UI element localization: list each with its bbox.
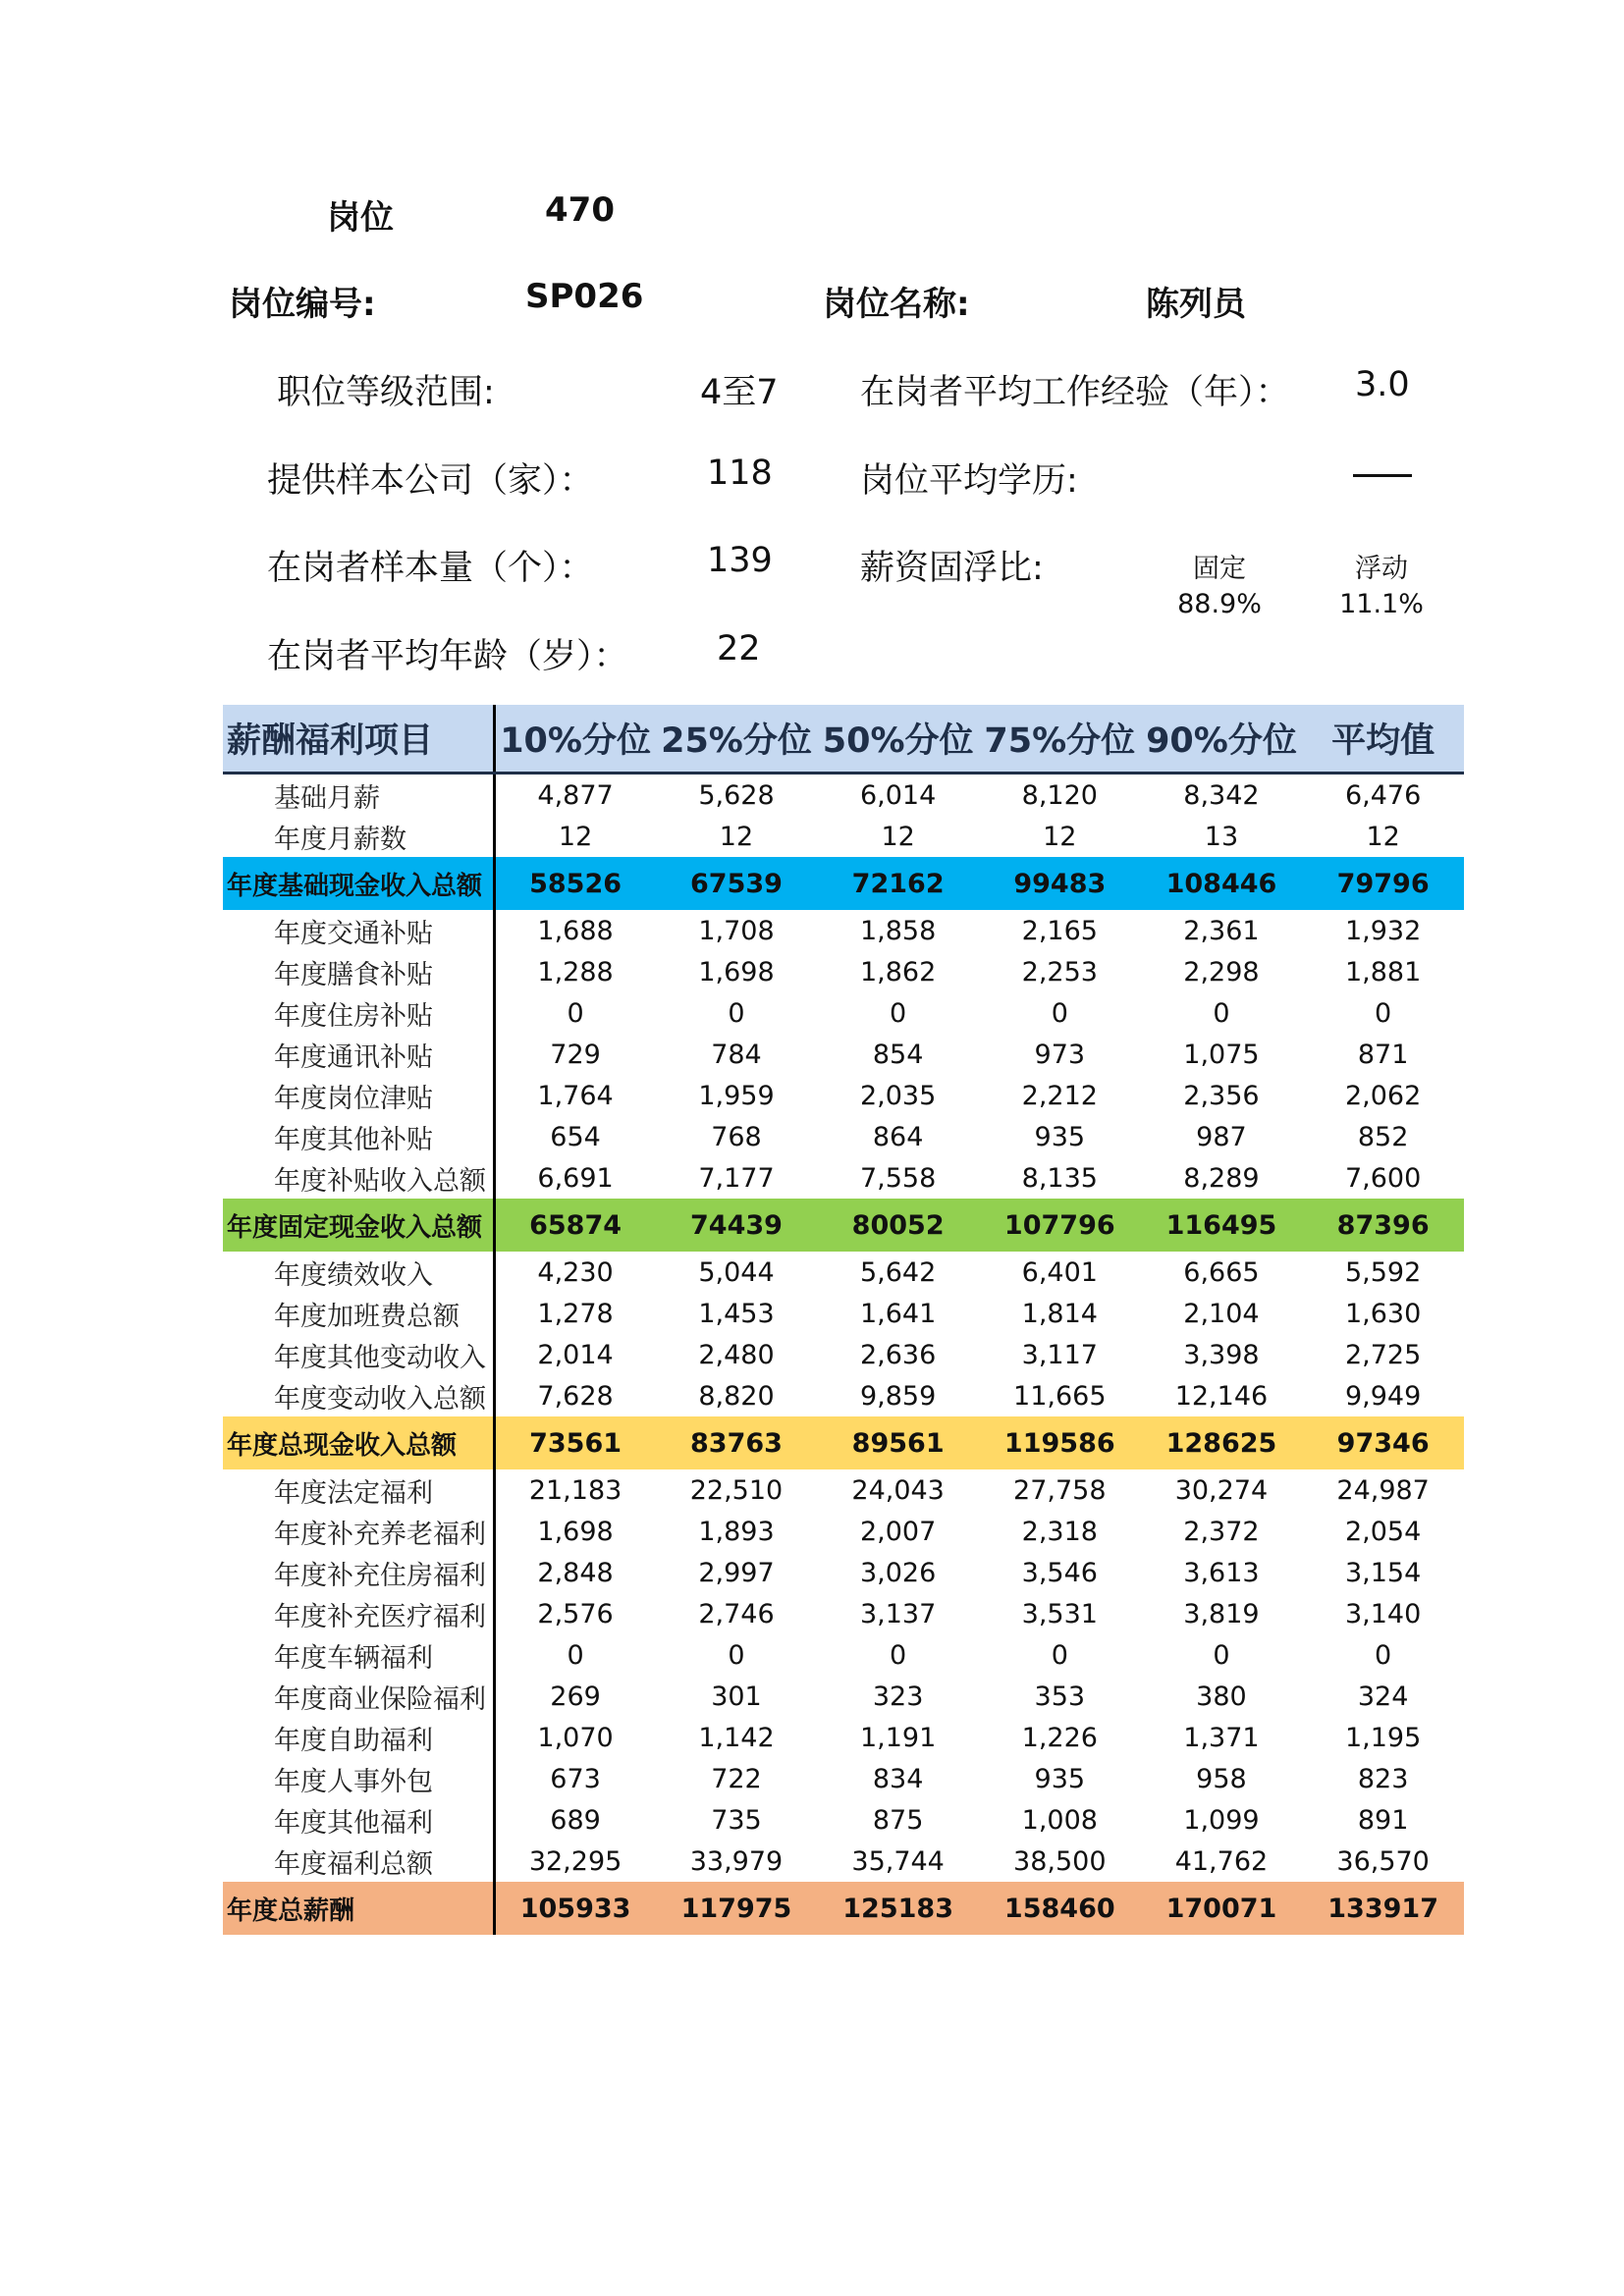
value-cell: 1,698 <box>537 1516 614 1547</box>
sample-size-value: 139 <box>707 541 773 580</box>
position-label: 岗位 <box>327 198 394 238</box>
avg-experience-value: 3.0 <box>1355 365 1410 404</box>
value-cell: 2,576 <box>537 1598 614 1629</box>
value-cell: 8,820 <box>698 1380 775 1412</box>
value-cell: 1,195 <box>1344 1722 1422 1753</box>
value-cell: 4,230 <box>537 1256 614 1288</box>
value-cell: 0 <box>1051 1639 1068 1671</box>
value-cell: 871 <box>1357 1039 1409 1070</box>
value-cell: 1,008 <box>1021 1804 1098 1836</box>
value-cell: 8,342 <box>1183 779 1260 811</box>
value-cell: 3,398 <box>1183 1339 1260 1370</box>
value-cell: 823 <box>1357 1763 1409 1794</box>
row-label: 年度总薪酬 <box>223 1882 494 1935</box>
value-cell: 1,764 <box>537 1080 614 1111</box>
value-cell: 2,253 <box>1021 956 1098 988</box>
value-cell: 1,371 <box>1183 1722 1260 1753</box>
row-label: 年度其他福利 <box>223 1799 494 1841</box>
value-cell: 301 <box>711 1681 762 1712</box>
value-cell: 65874 <box>494 1199 656 1252</box>
value-cell: 0 <box>728 997 745 1029</box>
value-cell: 2,997 <box>698 1557 775 1588</box>
value-cell: 9,949 <box>1344 1380 1422 1412</box>
value-cell: 1,688 <box>537 915 614 946</box>
value-cell: 1,278 <box>537 1298 614 1329</box>
value-cell: 935 <box>1034 1121 1086 1152</box>
row-label: 年度固定现金收入总额 <box>223 1199 494 1252</box>
value-cell: 7,628 <box>537 1380 614 1412</box>
value-cell: 74439 <box>656 1199 818 1252</box>
avg-experience-label: 在岗者平均工作经验（年）： <box>860 373 1290 412</box>
row-label: 年度其他变动收入 <box>223 1334 494 1375</box>
value-cell: 99483 <box>979 857 1141 910</box>
value-cell: 117975 <box>656 1882 818 1935</box>
value-cell: 1,698 <box>698 956 775 988</box>
row-label: 年度法定福利 <box>223 1469 494 1511</box>
value-cell: 2,725 <box>1344 1339 1422 1370</box>
value-cell: 41,762 <box>1174 1845 1269 1877</box>
sample-companies-label: 提供样本公司（家）： <box>267 461 594 501</box>
value-cell: 87396 <box>1302 1199 1464 1252</box>
value-cell: 5,592 <box>1344 1256 1422 1288</box>
value-cell: 3,531 <box>1021 1598 1098 1629</box>
row-label: 年度补充养老福利 <box>223 1511 494 1552</box>
row-label: 年度人事外包 <box>223 1758 494 1799</box>
row-label: 年度加班费总额 <box>223 1293 494 1334</box>
table-row <box>223 1841 1464 1882</box>
value-cell: 1,932 <box>1344 915 1422 946</box>
value-cell: 3,546 <box>1021 1557 1098 1588</box>
value-cell: 32,295 <box>528 1845 623 1877</box>
value-cell: 673 <box>550 1763 601 1794</box>
value-cell: 73561 <box>494 1416 656 1469</box>
value-cell: 1,191 <box>859 1722 937 1753</box>
value-cell: 3,026 <box>859 1557 937 1588</box>
value-cell: 125183 <box>817 1882 979 1935</box>
value-cell: 353 <box>1034 1681 1086 1712</box>
position-code-label: 岗位编号: <box>229 285 376 324</box>
value-cell: 0 <box>567 1639 584 1671</box>
fixed-value: 88.9% <box>1177 589 1262 619</box>
subtotal-row <box>223 857 1464 910</box>
value-cell: 12,146 <box>1174 1380 1269 1412</box>
value-cell: 935 <box>1034 1763 1086 1794</box>
value-cell: 72162 <box>817 857 979 910</box>
table-row <box>223 1116 1464 1157</box>
row-label: 年度变动收入总额 <box>223 1375 494 1416</box>
row-label: 年度通讯补贴 <box>223 1034 494 1075</box>
value-cell: 6,665 <box>1183 1256 1260 1288</box>
value-cell: 2,746 <box>698 1598 775 1629</box>
avg-age-value: 22 <box>717 629 761 668</box>
table-row <box>223 1157 1464 1199</box>
value-cell: 654 <box>550 1121 601 1152</box>
value-cell: 2,035 <box>859 1080 937 1111</box>
fixed-label: 固定 <box>1193 554 1246 584</box>
value-cell: 1,641 <box>859 1298 937 1329</box>
value-cell: 2,014 <box>537 1339 614 1370</box>
value-cell: 722 <box>711 1763 762 1794</box>
value-cell: 0 <box>1051 997 1068 1029</box>
table-row <box>223 1469 1464 1511</box>
value-cell: 2,356 <box>1183 1080 1260 1111</box>
value-cell: 1,881 <box>1344 956 1422 988</box>
column-header-percentile: 90%分位 <box>1141 705 1303 774</box>
value-cell: 5,044 <box>698 1256 775 1288</box>
value-cell: 7,177 <box>698 1162 775 1194</box>
value-cell: 768 <box>711 1121 762 1152</box>
value-cell: 13 <box>1204 821 1239 852</box>
value-cell: 875 <box>872 1804 924 1836</box>
row-label: 年度住房补贴 <box>223 992 494 1034</box>
row-label: 年度福利总额 <box>223 1841 494 1882</box>
value-cell: 1,814 <box>1021 1298 1098 1329</box>
value-cell: 8,289 <box>1183 1162 1260 1194</box>
grade-range-label: 职位等级范围: <box>277 373 495 412</box>
value-cell: 5,642 <box>859 1256 937 1288</box>
value-cell: 33,979 <box>689 1845 784 1877</box>
value-cell: 1,959 <box>698 1080 775 1111</box>
value-cell: 107796 <box>979 1199 1141 1252</box>
table-row <box>223 1552 1464 1593</box>
table-row <box>223 816 1464 857</box>
value-cell: 97346 <box>1302 1416 1464 1469</box>
row-label: 年度膳食补贴 <box>223 951 494 992</box>
value-cell: 158460 <box>979 1882 1141 1935</box>
table-row <box>223 1717 1464 1758</box>
value-cell: 8,135 <box>1021 1162 1098 1194</box>
value-cell: 4,877 <box>537 779 614 811</box>
value-cell: 784 <box>711 1039 762 1070</box>
table-row <box>223 1593 1464 1634</box>
value-cell: 1,142 <box>698 1722 775 1753</box>
row-label: 年度商业保险福利 <box>223 1676 494 1717</box>
value-cell: 7,558 <box>859 1162 937 1194</box>
value-cell: 0 <box>728 1639 745 1671</box>
value-cell: 116495 <box>1141 1199 1303 1252</box>
subtotal-row <box>223 1199 1464 1252</box>
row-label: 年度补充医疗福利 <box>223 1593 494 1634</box>
value-cell: 38,500 <box>1013 1845 1107 1877</box>
value-cell: 67539 <box>656 857 818 910</box>
value-cell: 3,819 <box>1183 1598 1260 1629</box>
value-cell: 80052 <box>817 1199 979 1252</box>
position-name-value: 陈列员 <box>1146 285 1246 324</box>
value-cell: 689 <box>550 1804 601 1836</box>
value-cell: 105933 <box>494 1882 656 1935</box>
table-row <box>223 992 1464 1034</box>
value-cell: 79796 <box>1302 857 1464 910</box>
value-cell: 2,212 <box>1021 1080 1098 1111</box>
value-cell: 324 <box>1357 1681 1409 1712</box>
table-row <box>223 1252 1464 1293</box>
value-cell: 9,859 <box>859 1380 937 1412</box>
column-header-item: 薪酬福利项目 <box>223 705 494 774</box>
position-value: 470 <box>545 190 615 230</box>
float-label: 浮动 <box>1355 554 1408 584</box>
value-cell: 170071 <box>1141 1882 1303 1935</box>
value-cell: 24,043 <box>851 1474 945 1506</box>
subtotal-row <box>223 1416 1464 1469</box>
value-cell: 1,858 <box>859 915 937 946</box>
value-cell: 958 <box>1196 1763 1247 1794</box>
value-cell: 1,630 <box>1344 1298 1422 1329</box>
salary-table <box>223 705 1464 1935</box>
value-cell: 12 <box>881 821 915 852</box>
value-cell: 3,137 <box>859 1598 937 1629</box>
row-label: 年度总现金收入总额 <box>223 1416 494 1469</box>
value-cell: 0 <box>567 997 584 1029</box>
row-label: 年度补充住房福利 <box>223 1552 494 1593</box>
value-cell: 834 <box>872 1763 924 1794</box>
row-label: 年度基础现金收入总额 <box>223 857 494 910</box>
value-cell: 323 <box>872 1681 924 1712</box>
value-cell: 864 <box>872 1121 924 1152</box>
table-row <box>223 1634 1464 1676</box>
row-label: 年度交通补贴 <box>223 910 494 951</box>
value-cell: 6,014 <box>859 779 937 811</box>
table-row <box>223 774 1464 817</box>
value-cell: 3,154 <box>1344 1557 1422 1588</box>
table-row <box>223 1799 1464 1841</box>
value-cell: 12 <box>1043 821 1077 852</box>
value-cell: 891 <box>1357 1804 1409 1836</box>
value-cell: 12 <box>719 821 754 852</box>
value-cell: 2,007 <box>859 1516 937 1547</box>
value-cell: 1,075 <box>1183 1039 1260 1070</box>
value-cell: 30,274 <box>1174 1474 1269 1506</box>
row-label: 年度车辆福利 <box>223 1634 494 1676</box>
value-cell: 83763 <box>656 1416 818 1469</box>
row-label: 年度补贴收入总额 <box>223 1157 494 1199</box>
table-row <box>223 1075 1464 1116</box>
value-cell: 973 <box>1034 1039 1086 1070</box>
avg-age-label: 在岗者平均年龄（岁）： <box>267 637 628 676</box>
value-cell: 2,318 <box>1021 1516 1098 1547</box>
value-cell: 2,054 <box>1344 1516 1422 1547</box>
value-cell: 6,401 <box>1021 1256 1098 1288</box>
value-cell: 1,893 <box>698 1516 775 1547</box>
value-cell: 3,613 <box>1183 1557 1260 1588</box>
value-cell: 2,165 <box>1021 915 1098 946</box>
value-cell: 2,062 <box>1344 1080 1422 1111</box>
value-cell: 2,372 <box>1183 1516 1260 1547</box>
subtotal-row <box>223 1882 1464 1935</box>
value-cell: 0 <box>890 1639 907 1671</box>
table-row <box>223 951 1464 992</box>
table-row <box>223 1293 1464 1334</box>
value-cell: 89561 <box>817 1416 979 1469</box>
value-cell: 27,758 <box>1013 1474 1107 1506</box>
grade-range-value: 4至7 <box>700 373 779 412</box>
value-cell: 0 <box>1375 997 1392 1029</box>
value-cell: 1,099 <box>1183 1804 1260 1836</box>
value-cell: 119586 <box>979 1416 1141 1469</box>
column-header-percentile: 25%分位 <box>656 705 818 774</box>
row-label: 年度其他补贴 <box>223 1116 494 1157</box>
float-value: 11.1% <box>1339 589 1424 619</box>
table-row <box>223 1758 1464 1799</box>
value-cell: 735 <box>711 1804 762 1836</box>
table-row <box>223 1034 1464 1075</box>
column-header-percentile: 50%分位 <box>817 705 979 774</box>
value-cell: 0 <box>890 997 907 1029</box>
row-label: 基础月薪 <box>223 774 494 817</box>
value-cell: 6,691 <box>537 1162 614 1194</box>
value-cell: 380 <box>1196 1681 1247 1712</box>
avg-education-dash <box>1353 474 1412 477</box>
row-label: 年度自助福利 <box>223 1717 494 1758</box>
table-row <box>223 1334 1464 1375</box>
value-cell: 6,476 <box>1344 779 1422 811</box>
value-cell: 0 <box>1375 1639 1392 1671</box>
table-header-row <box>223 705 1464 774</box>
value-cell: 22,510 <box>689 1474 784 1506</box>
value-cell: 3,117 <box>1021 1339 1098 1370</box>
value-cell: 2,361 <box>1183 915 1260 946</box>
sample-companies-value: 118 <box>707 454 773 493</box>
position-code-value: SP026 <box>525 277 644 316</box>
value-cell: 11,665 <box>1013 1380 1107 1412</box>
fixed-float-ratio-label: 薪资固浮比: <box>860 549 1044 588</box>
value-cell: 729 <box>550 1039 601 1070</box>
value-cell: 2,636 <box>859 1339 937 1370</box>
value-cell: 133917 <box>1302 1882 1464 1935</box>
table-row <box>223 1375 1464 1416</box>
value-cell: 35,744 <box>851 1845 945 1877</box>
value-cell: 0 <box>1213 1639 1230 1671</box>
value-cell: 2,298 <box>1183 956 1260 988</box>
value-cell: 108446 <box>1141 857 1303 910</box>
avg-education-label: 岗位平均学历: <box>860 461 1078 501</box>
value-cell: 12 <box>1366 821 1400 852</box>
value-cell: 2,480 <box>698 1339 775 1370</box>
column-header-percentile: 75%分位 <box>979 705 1141 774</box>
table-row <box>223 910 1464 951</box>
value-cell: 8,120 <box>1021 779 1098 811</box>
value-cell: 36,570 <box>1336 1845 1430 1877</box>
value-cell: 1,708 <box>698 915 775 946</box>
value-cell: 128625 <box>1141 1416 1303 1469</box>
row-label: 年度月薪数 <box>223 816 494 857</box>
value-cell: 0 <box>1213 997 1230 1029</box>
column-header-percentile: 10%分位 <box>494 705 656 774</box>
value-cell: 3,140 <box>1344 1598 1422 1629</box>
row-label: 年度岗位津贴 <box>223 1075 494 1116</box>
value-cell: 1,226 <box>1021 1722 1098 1753</box>
table-row <box>223 1676 1464 1717</box>
value-cell: 1,453 <box>698 1298 775 1329</box>
value-cell: 5,628 <box>698 779 775 811</box>
value-cell: 854 <box>872 1039 924 1070</box>
value-cell: 1,070 <box>537 1722 614 1753</box>
column-header-percentile: 平均值 <box>1302 705 1464 774</box>
value-cell: 58526 <box>494 857 656 910</box>
table-row <box>223 1511 1464 1552</box>
position-name-label: 岗位名称: <box>823 285 970 324</box>
value-cell: 7,600 <box>1344 1162 1422 1194</box>
value-cell: 852 <box>1357 1121 1409 1152</box>
value-cell: 987 <box>1196 1121 1247 1152</box>
value-cell: 2,104 <box>1183 1298 1260 1329</box>
value-cell: 24,987 <box>1336 1474 1430 1506</box>
value-cell: 1,862 <box>859 956 937 988</box>
sample-size-label: 在岗者样本量（个）： <box>267 549 594 588</box>
row-label: 年度绩效收入 <box>223 1252 494 1293</box>
value-cell: 2,848 <box>537 1557 614 1588</box>
value-cell: 12 <box>558 821 593 852</box>
value-cell: 1,288 <box>537 956 614 988</box>
value-cell: 269 <box>550 1681 601 1712</box>
value-cell: 21,183 <box>528 1474 623 1506</box>
